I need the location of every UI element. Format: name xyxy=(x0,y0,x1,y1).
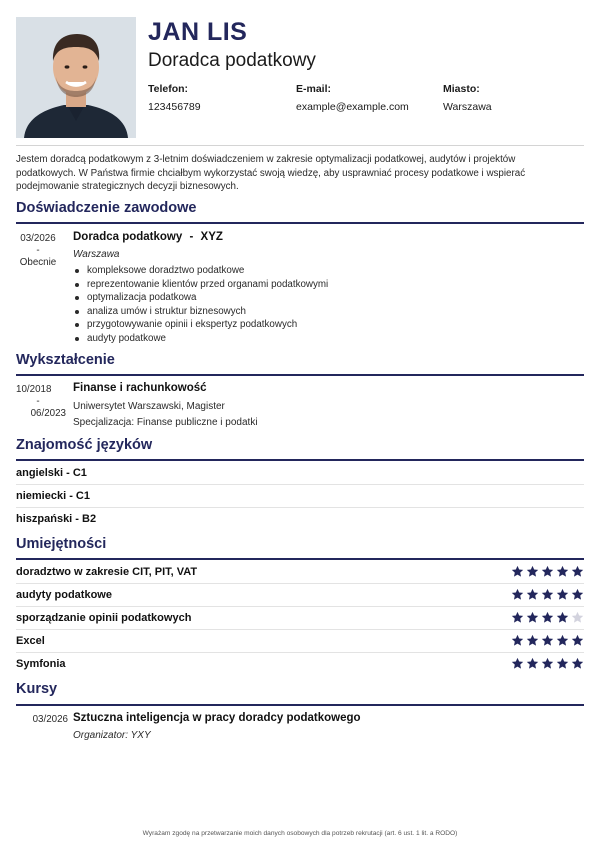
date-from: 10/2018 xyxy=(16,384,52,395)
language-row xyxy=(16,508,584,531)
section-rule xyxy=(16,558,584,560)
skill-rating xyxy=(511,657,584,670)
skill-name: sporządzanie opinii podatkowych xyxy=(16,612,192,624)
star-filled-icon xyxy=(511,565,524,578)
skill-row xyxy=(16,607,584,630)
contact-city xyxy=(443,83,593,113)
skill-row xyxy=(16,630,584,653)
list-item: analiza umów i struktur biznesowych xyxy=(73,305,328,319)
skill-rating xyxy=(511,565,584,578)
list-item: audyty podatkowe xyxy=(73,332,328,346)
star-filled-icon xyxy=(526,565,539,578)
star-filled-icon xyxy=(541,588,554,601)
section-title-experience: Doświadczenie zawodowe xyxy=(16,200,197,216)
star-filled-icon xyxy=(571,565,584,578)
language-row xyxy=(16,485,584,508)
star-filled-icon xyxy=(556,634,569,647)
date-to: Obecnie xyxy=(19,257,57,268)
star-filled-icon xyxy=(511,611,524,624)
skill-row xyxy=(16,653,584,676)
section-rule xyxy=(16,704,584,706)
star-filled-icon xyxy=(526,657,539,670)
candidate-name: JAN LIS xyxy=(148,18,248,46)
star-filled-icon xyxy=(556,588,569,601)
language-name: niemiecki - C1 xyxy=(16,490,90,502)
company-name: XYZ xyxy=(200,231,223,243)
profile-photo xyxy=(16,17,136,138)
section-rule xyxy=(16,374,584,376)
star-filled-icon xyxy=(541,634,554,647)
education-school: Uniwersytet Warszawski, Magister xyxy=(73,401,225,412)
section-title-languages: Znajomość języków xyxy=(16,437,153,453)
job-title: Doradca podatkowy xyxy=(148,50,316,71)
contact-label: Miasto: xyxy=(443,83,480,95)
list-item: optymalizacja podatkowa xyxy=(73,291,328,305)
star-filled-icon xyxy=(526,611,539,624)
section-rule xyxy=(16,459,584,461)
star-filled-icon xyxy=(556,611,569,624)
gdpr-consent-clause: Wyrażam zgodę na przetwarzanie moich danych osobowych dla potrzeb rekrutacji (art. 6 ust. 1 lit. a RODO) xyxy=(142,830,458,837)
experience-city: Warszawa xyxy=(73,249,120,260)
date-from: 03/2026 xyxy=(20,233,56,244)
skill-row xyxy=(16,584,584,607)
date-to: 06/2023 xyxy=(30,408,66,419)
education-specialization: Specjalizacja: Finanse publiczne i podatki xyxy=(73,417,258,428)
section-title-skills: Umiejętności xyxy=(16,536,107,552)
list-item: kompleksowe doradztwo podatkowe xyxy=(73,264,328,278)
skill-rating xyxy=(511,611,584,624)
skill-rating xyxy=(511,588,584,601)
star-filled-icon xyxy=(511,588,524,601)
date-separator: - xyxy=(36,396,40,407)
contact-phone xyxy=(148,83,298,113)
star-filled-icon xyxy=(541,657,554,670)
course-name: Sztuczna inteligencja w pracy doradcy podatkowego xyxy=(73,712,361,724)
education-field: Finanse i rachunkowość xyxy=(73,382,207,394)
city-value: Warszawa xyxy=(443,101,492,113)
experience-dates xyxy=(10,233,66,269)
section-title-courses: Kursy xyxy=(16,681,58,697)
star-filled-icon xyxy=(541,565,554,578)
section-title-education: Wykształcenie xyxy=(16,352,115,368)
star-filled-icon xyxy=(571,588,584,601)
list-item: reprezentowanie klientów przed organami podatkowymi xyxy=(73,278,328,292)
star-empty-icon xyxy=(571,611,584,624)
star-filled-icon xyxy=(556,657,569,670)
email-value: example@example.com xyxy=(296,101,409,113)
skill-row xyxy=(16,561,584,584)
list-item: przygotowywanie opinii i ekspertyz podatkowych xyxy=(73,318,328,332)
star-filled-icon xyxy=(571,657,584,670)
section-rule xyxy=(16,222,584,224)
education-dates xyxy=(10,384,66,420)
date-separator: - xyxy=(36,245,40,256)
contact-label: E-mail: xyxy=(296,83,332,95)
skill-name: audyty podatkowe xyxy=(16,589,112,601)
position-title: Doradca podatkowy xyxy=(73,231,183,243)
contact-email xyxy=(296,83,446,113)
skill-rating xyxy=(511,634,584,647)
language-name: angielski - C1 xyxy=(16,467,87,479)
phone-value: 123456789 xyxy=(148,101,201,113)
star-filled-icon xyxy=(526,588,539,601)
star-filled-icon xyxy=(511,634,524,647)
responsibilities-list xyxy=(73,264,328,345)
star-filled-icon xyxy=(556,565,569,578)
profile-summary: Jestem doradcą podatkowym z 3-letnim doświadczeniem w zakresie optymalizacji podatkowej, audytów i projektów podatkowych. W Państwa firmie chciałbym wykorzystać swoją wiedzę, aby usprawniać procesy podatkowe i wspierać podejmowanie strategicznych decyzji biznesowych. xyxy=(16,154,526,192)
star-filled-icon xyxy=(511,657,524,670)
title-separator: - xyxy=(189,231,194,243)
skill-name: Excel xyxy=(16,635,45,647)
skill-name: doradztwo w zakresie CIT, PIT, VAT xyxy=(16,566,198,578)
language-row xyxy=(16,462,584,485)
star-filled-icon xyxy=(541,611,554,624)
contact-label: Telefon: xyxy=(148,83,189,95)
skill-name: Symfonia xyxy=(16,658,66,670)
experience-heading xyxy=(73,231,223,243)
course-organizer: Organizator: YXY xyxy=(73,730,151,741)
language-name: hiszpański - B2 xyxy=(16,513,97,525)
star-filled-icon xyxy=(526,634,539,647)
star-filled-icon xyxy=(571,634,584,647)
header-divider xyxy=(16,145,584,146)
course-date: 03/2026 xyxy=(32,714,68,725)
